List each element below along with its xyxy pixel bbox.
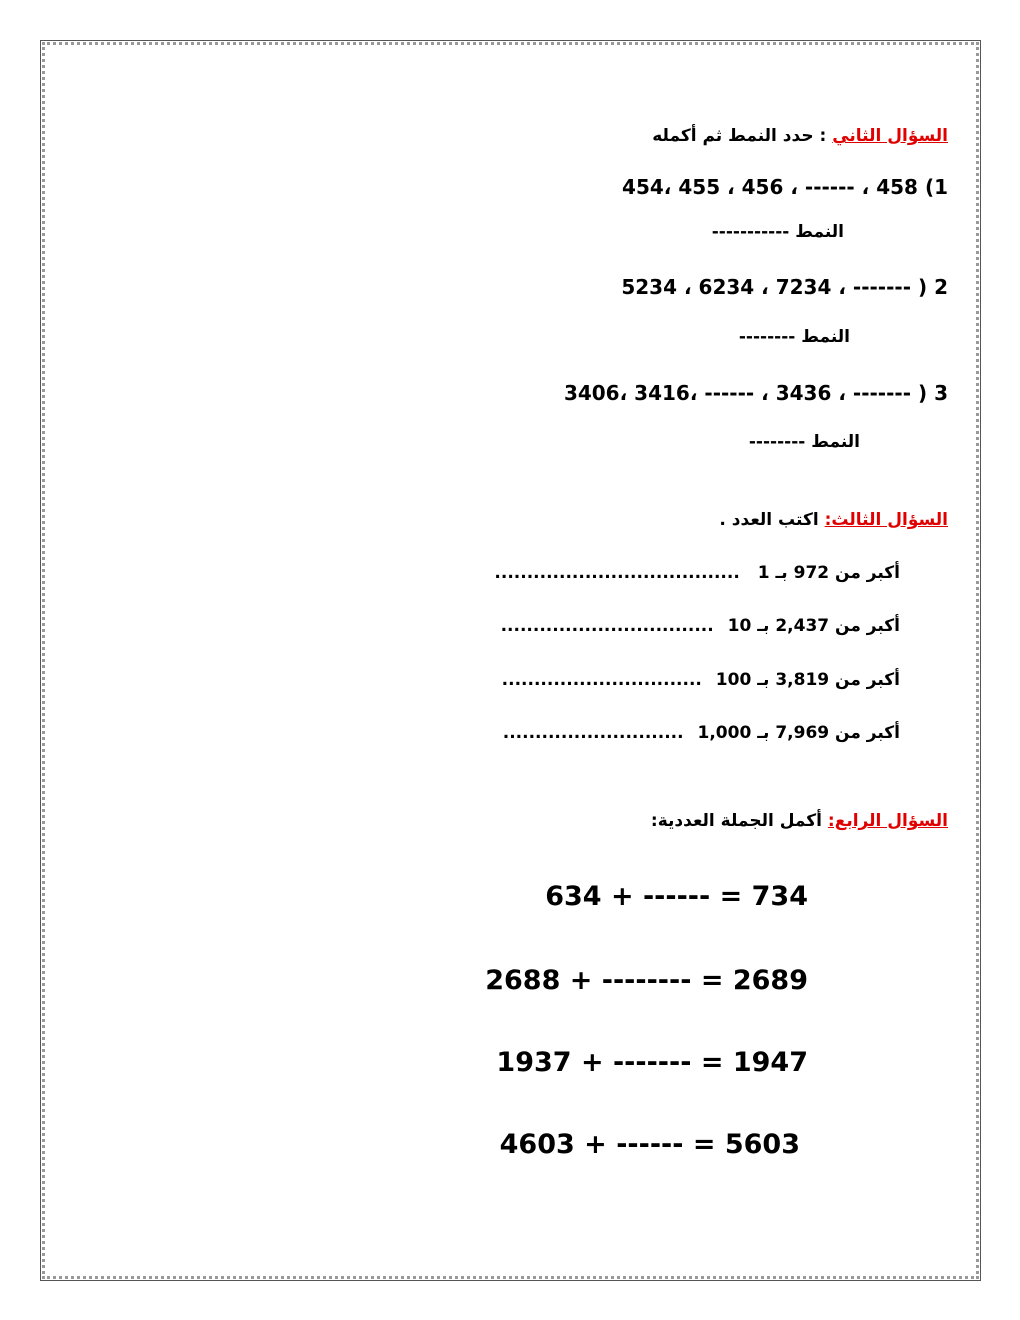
q4-equation-4: 4603 + ------ = 5603 <box>499 1129 800 1160</box>
q4-equation-3: 1937 + ------- = 1947 <box>496 1047 808 1078</box>
q3-row-2 <box>501 616 900 636</box>
q2-instruction: : حدد النمط ثم أكمله <box>652 126 827 146</box>
q4-title: السؤال الرابع: <box>827 811 948 831</box>
q3-row-answer-line: ...................................... <box>494 563 740 583</box>
q3-row-answer-line: ............................... <box>501 670 702 690</box>
q3-row-answer-line: ................................. <box>500 616 714 636</box>
q4-instruction: أكمل الجملة العددية: <box>650 811 822 831</box>
q3-instruction: اكتب العدد . <box>719 510 819 530</box>
q4-equation-2: 2688 + -------- = 2689 <box>485 965 808 996</box>
q2-heading <box>652 126 948 146</box>
q3-heading <box>719 510 948 530</box>
q3-row-text: أكبر من 2,437 بـ 10 <box>727 616 900 636</box>
q2-row-3-sequence: 3406، 3416، ------ ، 3436 ، ------- ) 3 <box>563 381 948 405</box>
q4-equation-1: 634 + ------ = 734 <box>545 881 808 912</box>
q3-row-answer-line: ............................ <box>502 723 684 743</box>
q2-row-3-pattern: النمط -------- <box>748 432 860 452</box>
q3-title: السؤال الثالث: <box>824 510 948 530</box>
q3-row-text: أكبر من 972 بـ 1 <box>757 563 900 583</box>
q2-row-1-pattern: النمط ----------- <box>711 222 844 242</box>
q3-row-1 <box>494 563 900 583</box>
q2-row-1-sequence: 454، 455 ، 456 ، ------ ، 458 (1 <box>622 175 948 199</box>
q2-row-2-sequence: 5234 ، 6234 ، 7234 ، ------- ) 2 <box>621 275 948 299</box>
q3-row-3 <box>502 670 900 690</box>
q2-row-2-pattern: النمط -------- <box>738 327 850 347</box>
q4-heading <box>651 811 948 831</box>
q3-row-4 <box>503 723 900 743</box>
q2-title: السؤال الثاني <box>832 126 948 146</box>
q3-row-text: أكبر من 7,969 بـ 1,000 <box>697 723 900 743</box>
q3-row-text: أكبر من 3,819 بـ 100 <box>715 670 900 690</box>
